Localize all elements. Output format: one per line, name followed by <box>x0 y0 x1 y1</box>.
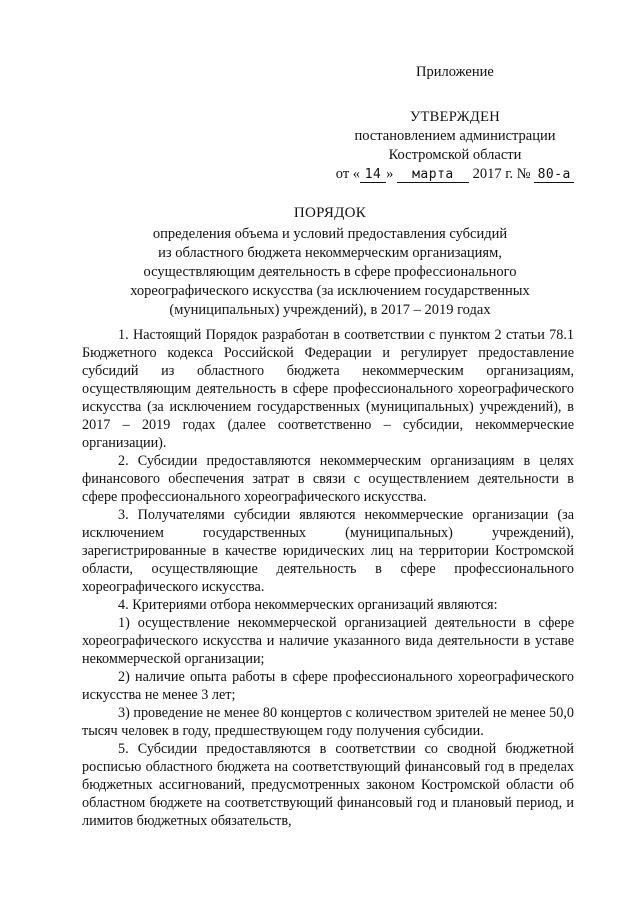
date-prefix: от « <box>335 166 361 182</box>
paragraph-2: 2. Субсидии предоставляются некоммерческим организациям в целях финансового обеспечения затрат в связи с осуществлением деятельности в сфере профессионального хореографического искусства. <box>82 453 574 505</box>
title-line-5: (муниципальных) учреждений), в 2017 – 2019 годах <box>169 302 491 318</box>
title-heading: ПОРЯДОК <box>293 205 367 221</box>
paragraph-3: 3. Получателями субсидии являются некоммерческие организации (за исключением государственных (муниципальных) учреждений), зарегистрированные в качестве юридических лиц на территории Костромской области, осуществляющие деятельность в сфере профессионального хореографического искусства. <box>82 507 574 595</box>
date-quote-close: » <box>386 166 394 182</box>
paragraph-4: 4. Критериями отбора некоммерческих организаций являются: <box>118 597 498 613</box>
title-line-1: определения объема и условий предоставления субсидий <box>152 226 508 242</box>
criterion-1: 1) осуществление некоммерческой организацией деятельности в сфере хореографического искусства и наличие указанного вида деятельности в уставе некоммерческой организации; <box>82 615 574 667</box>
approved-heading: УТВЕРЖДЕН <box>409 109 501 125</box>
approval-line-2: Костромской области <box>388 147 522 163</box>
approval-block <box>330 108 580 184</box>
annex-label: Приложение <box>416 64 494 80</box>
criterion-3: 3) проведение не менее 80 концертов с количеством зрителей не менее 50,0 тысяч человек в году, предшествующем году получения субсидии. <box>82 705 575 739</box>
title-line-2: из областного бюджета некоммерческим организациям, <box>158 245 502 261</box>
title-line-4: хореографического искусства (за исключением государственных <box>130 283 530 299</box>
title-line-3: осуществляющим деятельность в сфере профессионального <box>143 264 517 280</box>
approval-line-1: постановлением администрации <box>354 128 556 144</box>
date-year-number: 2017 г. № <box>472 166 531 182</box>
document-number: 80-а <box>534 167 574 183</box>
date-month: марта <box>397 167 469 183</box>
criterion-2: 2) наличие опыта работы в сфере профессионального хореографического искусства не менее 3 лет; <box>82 669 574 703</box>
approval-date-line <box>330 165 580 184</box>
document-body <box>82 326 574 830</box>
paragraph-1: 1. Настоящий Порядок разработан в соответствии с пунктом 2 статьи 78.1 Бюджетного кодекса Российской Федерации и регулирует предоставление субсидий из областного бюджета некоммерческим организациям, осуществляющим деятельность в сфере профессионального хореографического искусства (за исключением государственных (муниципальных) учреждений), в 2017 – 2019 годах (далее соответственно – субсидии, некоммерческие организации). <box>82 327 574 451</box>
document-title <box>80 204 580 320</box>
paragraph-5: 5. Субсидии предоставляются в соответствии со сводной бюджетной росписью областного бюджета на соответствующий финансовый год в пределах бюджетных ассигнований, предусмотренных законом Костромской области об областном бюджете на соответствующий финансовый год и плановый период, и лимитов бюджетных обязательств, <box>82 741 574 829</box>
date-day: 14 <box>360 167 386 183</box>
